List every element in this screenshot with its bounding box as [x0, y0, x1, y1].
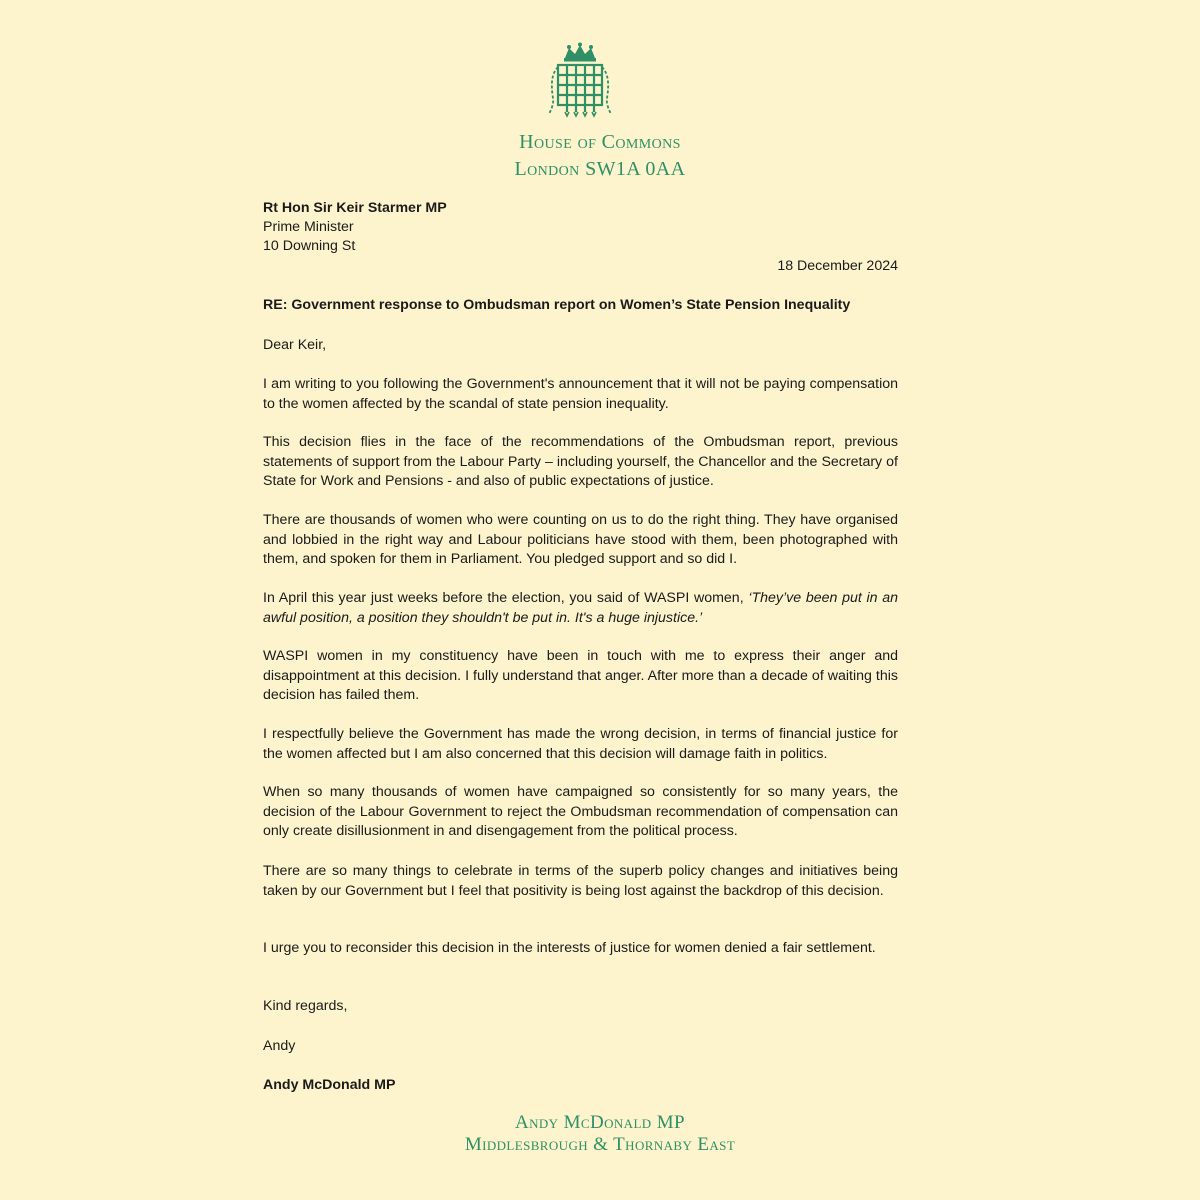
masthead-house-of-commons: House of Commons [519, 131, 681, 153]
paragraph-2: This decision flies in the face of the recommendations of the Ombudsman report, previous statements of support from the Labour Party – including yourself, the Chancellor and the Secretary of State for Work and Pensions - and also of public expectations of justice. [263, 434, 898, 489]
footer-constituency: Middlesbrough & Thornaby East [464, 1134, 736, 1155]
paragraph-quote [263, 589, 898, 628]
paragraph-6: When so many thousands of women have campaigned so consistently for so many years, the decision of the Labour Government to reject the Ombudsman recommendation of compensation can only create disillusionment in and disengagement from the political process. [263, 784, 898, 839]
signature-first-name: Andy [263, 1038, 296, 1054]
paragraph-3: There are thousands of women who were counting on us to do the right thing. They have organised and lobbied in the right way and Labour politicians have stood with them, been photographed with them, and spoken for them in Parliament. You pledged support and so did I. [263, 512, 898, 567]
quote-lead: In April this year just weeks before the election, you said of WASPI women, [263, 590, 749, 606]
closing: Kind regards, [263, 998, 348, 1014]
footer-mp-name: Andy McDonald MP [514, 1112, 686, 1133]
quote-text: ‘They’ve been put in an awful position, a position they shouldn't be put in. It's a huge injustice.’ [263, 590, 898, 626]
recipient-title: Prime Minister [263, 219, 354, 235]
portcullis-crest-icon [545, 42, 615, 118]
paragraph-8: I urge you to reconsider this decision in the interests of justice for women denied a fair settlement. [263, 940, 876, 956]
masthead-address: London SW1A 0AA [514, 158, 686, 180]
recipient-name: Rt Hon Sir Keir Starmer MP [263, 200, 447, 216]
paragraph-7: There are so many things to celebrate in terms of the superb policy changes and initiatives being taken by our Government but I feel that positivity is being lost against the backdrop of this decision. [263, 863, 898, 899]
recipient-address: 10 Downing St [263, 238, 356, 254]
salutation: Dear Keir, [263, 337, 327, 353]
paragraph-4: WASPI women in my constituency have been in touch with me to express their anger and disappointment at this decision. I fully understand that anger. After more than a decade of waiting this decision has failed them. [263, 648, 898, 703]
letter-date: 18 December 2024 [777, 258, 898, 274]
paragraph-5: I respectfully believe the Government has made the wrong decision, in terms of financial justice for the women affected but I am also concerned that this decision will damage faith in politics. [263, 726, 898, 762]
signatory-name: Andy McDonald MP [263, 1077, 396, 1093]
paragraph-1: I am writing to you following the Government's announcement that it will not be paying compensation to the women affected by the scandal of state pension inequality. [263, 376, 898, 412]
subject-line: RE: Government response to Ombudsman report on Women’s State Pension Inequality [263, 297, 851, 313]
